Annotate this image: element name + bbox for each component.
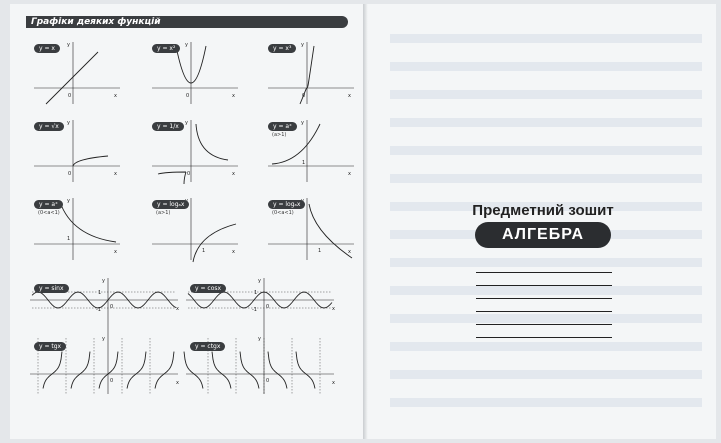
x-axis-label: x xyxy=(114,93,117,99)
origin-label: 0 xyxy=(266,378,270,384)
graph-logg xyxy=(146,194,246,266)
one-label: 1 xyxy=(98,290,102,296)
name-write-line xyxy=(476,324,612,325)
origin-label: 0 xyxy=(187,171,191,177)
function-curve xyxy=(309,204,352,258)
function-label: y = x² xyxy=(152,44,180,53)
header-title: Графіки деяких функцій xyxy=(31,17,161,27)
graph-logd xyxy=(262,194,362,266)
x-axis-label: x xyxy=(114,171,117,177)
y-axis-label: y xyxy=(67,120,70,126)
origin-label: 0 xyxy=(186,93,190,99)
ruled-band xyxy=(390,34,702,43)
origin-label: 0 xyxy=(68,171,72,177)
ruled-band xyxy=(390,258,702,267)
name-write-line xyxy=(476,311,612,312)
minus-one-label: -1 xyxy=(252,307,257,313)
x-axis-label: x xyxy=(348,171,351,177)
minus-one-label: -1 xyxy=(96,307,101,313)
function-label: y = 1/x xyxy=(152,122,184,131)
one-label: 1 xyxy=(318,248,322,254)
ruled-band xyxy=(390,62,702,71)
x-axis-label: x xyxy=(176,380,179,386)
origin-label: 0 xyxy=(110,378,114,384)
function-curve xyxy=(158,124,228,184)
ruled-band xyxy=(390,174,702,183)
name-write-line xyxy=(476,337,612,338)
graph-lin xyxy=(28,38,128,110)
ruled-band xyxy=(390,286,702,295)
function-curve xyxy=(43,352,174,389)
x-axis-label: x xyxy=(232,171,235,177)
function-curve xyxy=(184,352,315,389)
name-write-line xyxy=(476,285,612,286)
graph-sq xyxy=(146,38,246,110)
origin-label: 0 xyxy=(302,93,306,99)
function-label: y = sinx xyxy=(34,284,69,293)
graph-tan xyxy=(28,336,182,396)
y-axis-label: y xyxy=(301,42,304,48)
y-axis-label: y xyxy=(301,120,304,126)
ruled-band xyxy=(390,90,702,99)
function-label: y = x³ xyxy=(268,44,296,53)
origin-label: 0 xyxy=(110,304,114,310)
y-axis-label: y xyxy=(258,278,261,284)
function-curve xyxy=(193,224,236,262)
parameter-condition: (0<a<1) xyxy=(38,210,60,216)
name-write-line xyxy=(476,298,612,299)
parameter-condition: (a>1) xyxy=(272,132,287,138)
function-label: y = logₐx xyxy=(152,200,189,209)
formula-sheet-header xyxy=(26,16,348,28)
graph-cube xyxy=(262,38,362,110)
graph-expd xyxy=(28,194,128,266)
function-curve xyxy=(73,156,108,166)
function-label: y = cosx xyxy=(190,284,226,293)
origin-label: 0 xyxy=(266,304,270,310)
graph-recip xyxy=(146,116,246,188)
y-axis-label: y xyxy=(102,336,105,342)
function-label: y = aˣ xyxy=(268,122,297,131)
y-axis-label: y xyxy=(185,120,188,126)
parameter-condition: (a>1) xyxy=(156,210,171,216)
y-axis-label: y xyxy=(102,278,105,284)
one-label: 1 xyxy=(202,248,206,254)
graph-sin xyxy=(28,278,182,338)
one-label: 1 xyxy=(302,160,306,166)
graph-cot xyxy=(184,336,338,396)
graph-sqrt xyxy=(28,116,128,188)
y-axis-label: y xyxy=(258,336,261,342)
ruled-band xyxy=(390,398,702,407)
function-label: y = x xyxy=(34,44,60,53)
x-axis-label: x xyxy=(232,93,235,99)
x-axis-label: x xyxy=(332,380,335,386)
name-write-line xyxy=(476,272,612,273)
origin-label: 0 xyxy=(68,93,72,99)
ruled-band xyxy=(390,370,702,379)
ruled-band xyxy=(390,118,702,127)
y-axis-label: y xyxy=(185,42,188,48)
x-axis-label: x xyxy=(348,249,351,255)
ruled-band xyxy=(390,314,702,323)
x-axis-label: x xyxy=(176,306,179,312)
function-label: y = √x xyxy=(34,122,64,131)
x-axis-label: x xyxy=(332,306,335,312)
function-label: y = aˣ xyxy=(34,200,63,209)
one-label: 1 xyxy=(254,290,258,296)
function-label: y = ctgx xyxy=(190,342,225,351)
graph-expg xyxy=(262,116,362,188)
parameter-condition: (0<a<1) xyxy=(272,210,294,216)
ruled-band xyxy=(390,342,702,351)
ruled-band xyxy=(390,146,702,155)
one-label: 1 xyxy=(67,236,71,242)
function-curve xyxy=(46,52,98,104)
function-label: y = tgx xyxy=(34,342,66,351)
x-axis-label: x xyxy=(114,249,117,255)
y-axis-label: y xyxy=(67,198,70,204)
x-axis-label: x xyxy=(348,93,351,99)
function-label: y = logₐx xyxy=(268,200,305,209)
graph-cos xyxy=(184,278,338,338)
subject-badge: АЛГЕБРА xyxy=(475,222,611,248)
x-axis-label: x xyxy=(232,249,235,255)
y-axis-label: y xyxy=(67,42,70,48)
cover-title: Предметний зошит xyxy=(472,202,614,219)
